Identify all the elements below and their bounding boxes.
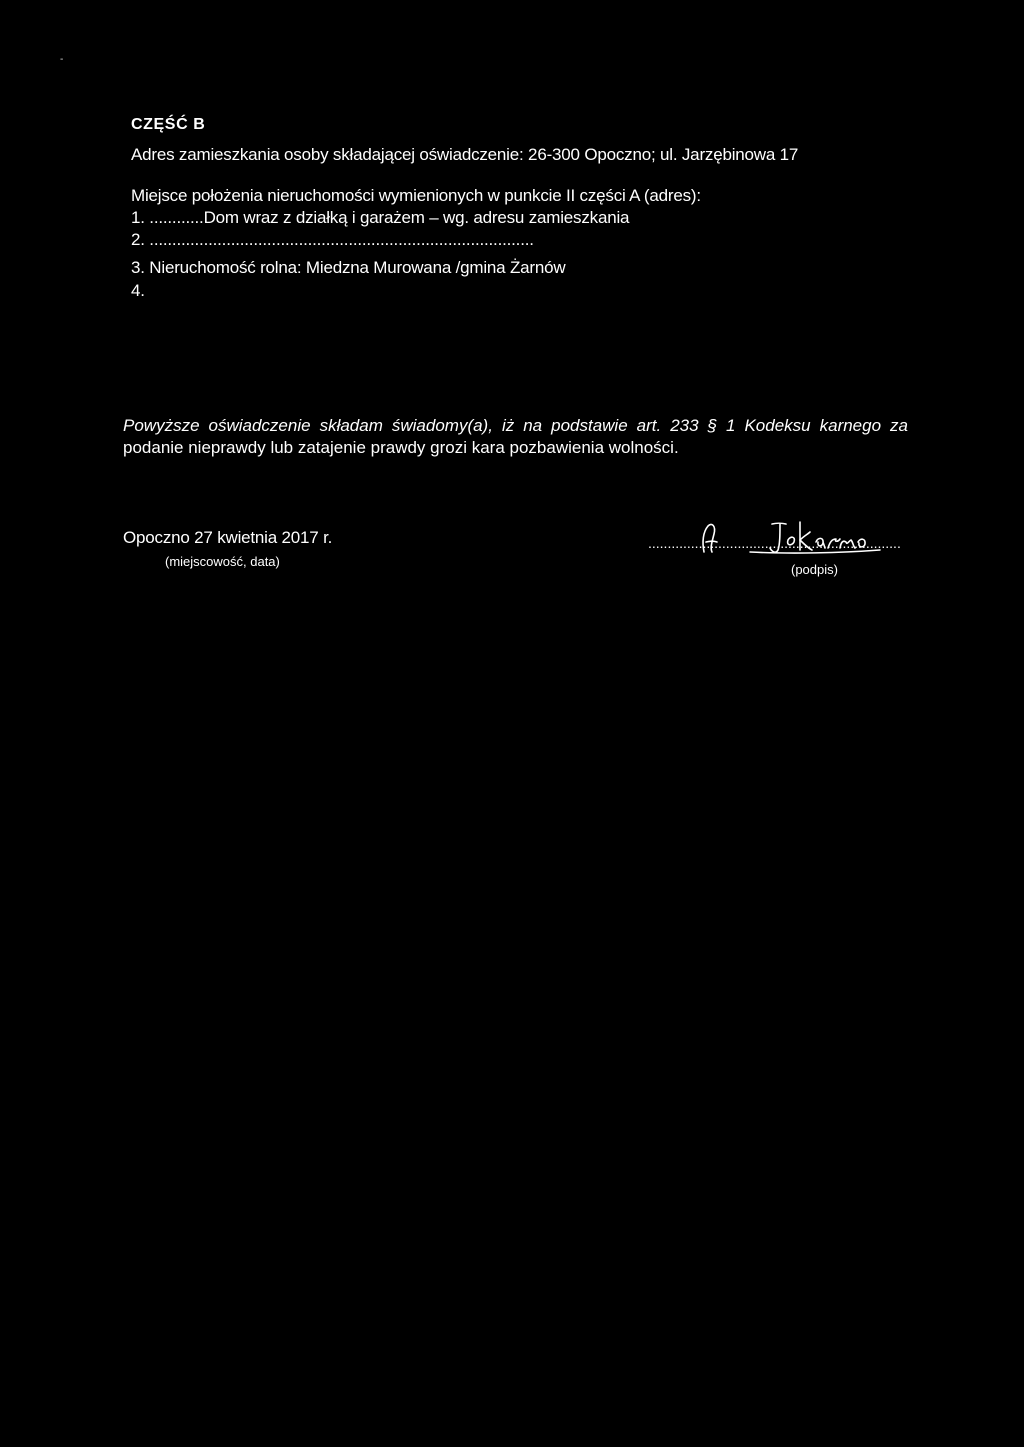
signature-caption: (podpis) bbox=[791, 562, 838, 577]
property-item-1: 1. ............Dom wraz z działką i garażem – wg. adresu zamieszkania bbox=[131, 208, 630, 227]
handwritten-signature bbox=[690, 512, 890, 558]
statement-line-1: Powyższe oświadczenie składam świadomy(a), iż na podstawie art. 233 § 1 Kodeksu karnego za bbox=[123, 416, 908, 435]
property-location-intro: Miejsce położenia nieruchomości wymienionych w punkcie II części A (adres): bbox=[131, 186, 701, 205]
legal-statement bbox=[123, 415, 908, 459]
statement-line-2: podanie nieprawdy lub zatajenie prawdy grozi kara pozbawienia wolności. bbox=[123, 438, 679, 457]
section-heading: CZĘŚĆ B bbox=[131, 116, 206, 133]
property-item-4: 4. bbox=[131, 281, 145, 300]
place-date: Opoczno 27 kwietnia 2017 r. bbox=[123, 528, 333, 547]
property-item-3: 3. Nieruchomość rolna: Miedzna Murowana /gmina Żarnów bbox=[131, 258, 566, 277]
scan-mark: - bbox=[60, 54, 64, 65]
place-date-caption: (miejscowość, data) bbox=[165, 554, 280, 569]
property-item-2: 2. ..................................................................................... bbox=[131, 230, 534, 249]
residence-address: Adres zamieszkania osoby składającej oświadczenie: 26-300 Opoczno; ul. Jarzębinowa 17 bbox=[131, 145, 799, 164]
signature-line: ................................................................. bbox=[648, 535, 901, 551]
